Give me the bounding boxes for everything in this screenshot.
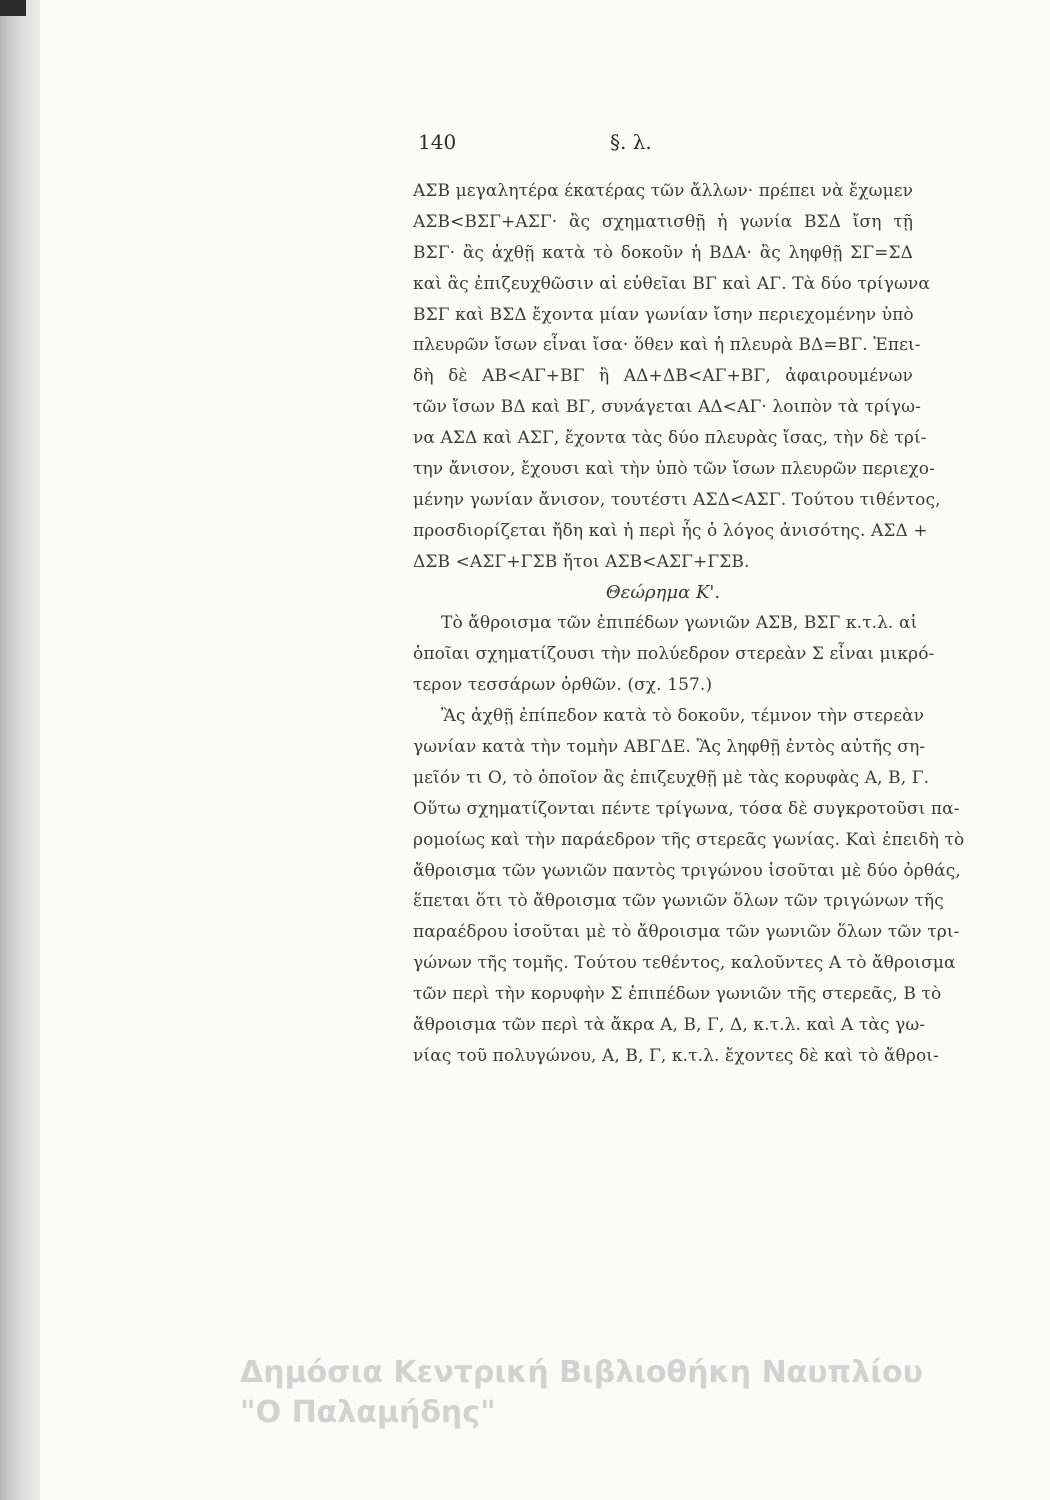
text-line: παραέδρου ἰσοῦται μὲ τὸ ἄθροισμα τῶν γωνιῶν ὅλων τῶν τρι- <box>413 922 960 943</box>
text-line: να ΑΣΔ καὶ ΑΣΓ, ἔχοντα τὰς δύο πλευρὰς ἴσας, τὴν δὲ τρί- <box>413 428 927 449</box>
text-line: Οὕτω σχηματίζονται πέντε τρίγωνα, τόσα δὲ συγκροτοῦσι πα- <box>413 798 960 819</box>
preceding-proof <box>413 176 941 578</box>
text-line: γώνων τῆς τομῆς. Τούτου τεθέντος, καλοῦντες Α τὸ ἄθροισμα <box>413 953 956 974</box>
text-line: ἄθροισμα τῶν περὶ τὰ ἄκρα Α, Β, Γ, Δ, κ.τ.λ. καὶ Α τὰς γω- <box>413 1015 926 1036</box>
text-line: ΒΣΓ καὶ ΒΣΔ ἔχοντα μίαν γωνίαν ἴσην περιεχομένην ὑπὸ <box>413 304 914 325</box>
text-line: ὁποῖαι σχηματίζουσι τὴν πολύεδρον στερεὰν Σ εἶναι μικρό- <box>413 644 935 665</box>
text-line: Τὸ ἄθροισμα τῶν ἐπιπέδων γωνιῶν ΑΣΒ, ΒΣΓ κ.τ.λ. αἱ <box>441 613 918 634</box>
theorem-proof <box>413 701 965 1072</box>
theorem-statement <box>413 608 935 701</box>
page-header <box>418 130 918 160</box>
page-number: 140 <box>418 130 457 154</box>
text-line: μένην γωνίαν ἄνισον, τουτέστι ΑΣΔ<ΑΣΓ. Τούτου τιθέντος, <box>413 489 941 510</box>
section-heading: §. λ. <box>610 130 652 154</box>
text-line: τερον τεσσάρων ὀρθῶν. (σχ. 157.) <box>413 675 713 696</box>
text-line: ἕπεται ὅτι τὸ ἄθροισμα τῶν γωνιῶν ὅλων τῶν τριγώνων τῆς <box>413 891 944 912</box>
text-line: ΔΣΒ <ΑΣΓ+ΓΣΒ ἤτοι ΑΣΒ<ΑΣΓ+ΓΣΒ. <box>413 551 750 572</box>
text-line: ΑΣΒ<ΒΣΓ+ΑΣΓ· ἂς σχηματισθῇ ἡ γωνία ΒΣΔ ἴση τῇ <box>413 211 913 232</box>
text-line: ρομοίως καὶ τὴν παράεδρον τῆς στερεᾶς γωνίας. Καὶ ἐπειδὴ τὸ <box>413 829 965 850</box>
scan-corner-mark <box>0 0 26 16</box>
watermark-line: "Ο Παλαμήδης" <box>240 1395 496 1430</box>
page-text <box>413 176 965 1072</box>
text-line: πλευρῶν ἴσων εἶναι ἴσα· ὅθεν καὶ ἡ πλευρὰ ΒΔ=ΒΓ. Ἐπει- <box>413 335 921 356</box>
library-watermark <box>240 1353 1020 1433</box>
text-line: ἄθροισμα τῶν γωνιῶν παντὸς τριγώνου ἰσοῦται μὲ δύο ὀρθάς, <box>413 860 961 881</box>
text-line: καὶ ἂς ἐπιζευχθῶσιν αἱ εὐθεῖαι ΒΓ καὶ ΑΓ. Τὰ δύο τρίγωνα <box>413 273 930 294</box>
text-line: ΒΣΓ· ἂς ἀχθῇ κατὰ τὸ δοκοῦν ἡ ΒΔΑ· ἂς ληφθῇ ΣΓ=ΣΔ <box>413 242 913 263</box>
text-line: μεῖόν τι Ο, τὸ ὁποῖον ἂς ἐπιζευχθῇ μὲ τὰς κορυφὰς Α, Β, Γ. <box>413 767 930 788</box>
text-line: την ἄνισον, ἔχουσι καὶ τὴν ὑπὸ τῶν ἴσων πλευρῶν περιεχο- <box>413 459 935 480</box>
text-line: νίας τοῦ πολυγώνου, Α, Β, Γ, κ.τ.λ. ἔχοντες δὲ καὶ τὸ ἄθροι- <box>413 1045 939 1066</box>
text-line: τῶν περὶ τὴν κορυφὴν Σ ἐπιπέδων γωνιῶν τῆς στερεᾶς, Β τὸ <box>413 984 942 1005</box>
watermark-line: Δημόσια Κεντρική Βιβλιοθήκη Ναυπλίου <box>240 1355 923 1390</box>
text-line: δὴ δὲ ΑΒ<ΑΓ+ΒΓ ἢ ΑΔ+ΔΒ<ΑΓ+ΒΓ, ἀφαιρουμένων <box>413 366 913 387</box>
text-line: προσδιορίζεται ἤδη καὶ ἡ περὶ ἧς ὁ λόγος ἀνισότης. ΑΣΔ + <box>413 520 928 541</box>
text-line: τῶν ἴσων ΒΔ καὶ ΒΓ, συνάγεται ΑΔ<ΑΓ· λοιπὸν τὰ τρίγω- <box>413 397 921 418</box>
text-line: ΑΣΒ μεγαλητέρα έκατέρας τῶν ἄλλων· πρέπει νὰ ἔχωμεν <box>413 181 914 201</box>
text-line: Ἂς ἀχθῇ ἐπίπεδον κατὰ τὸ δοκοῦν, τέμνον τὴν στερεὰν <box>441 706 925 727</box>
text-line: γωνίαν κατὰ τὴν τομὴν ΑΒΓΔΕ. Ἂς ληφθῇ ἐντὸς αὐτῆς ση- <box>413 737 926 758</box>
theorem-title: Θεώρημα Κ'. <box>605 581 721 603</box>
